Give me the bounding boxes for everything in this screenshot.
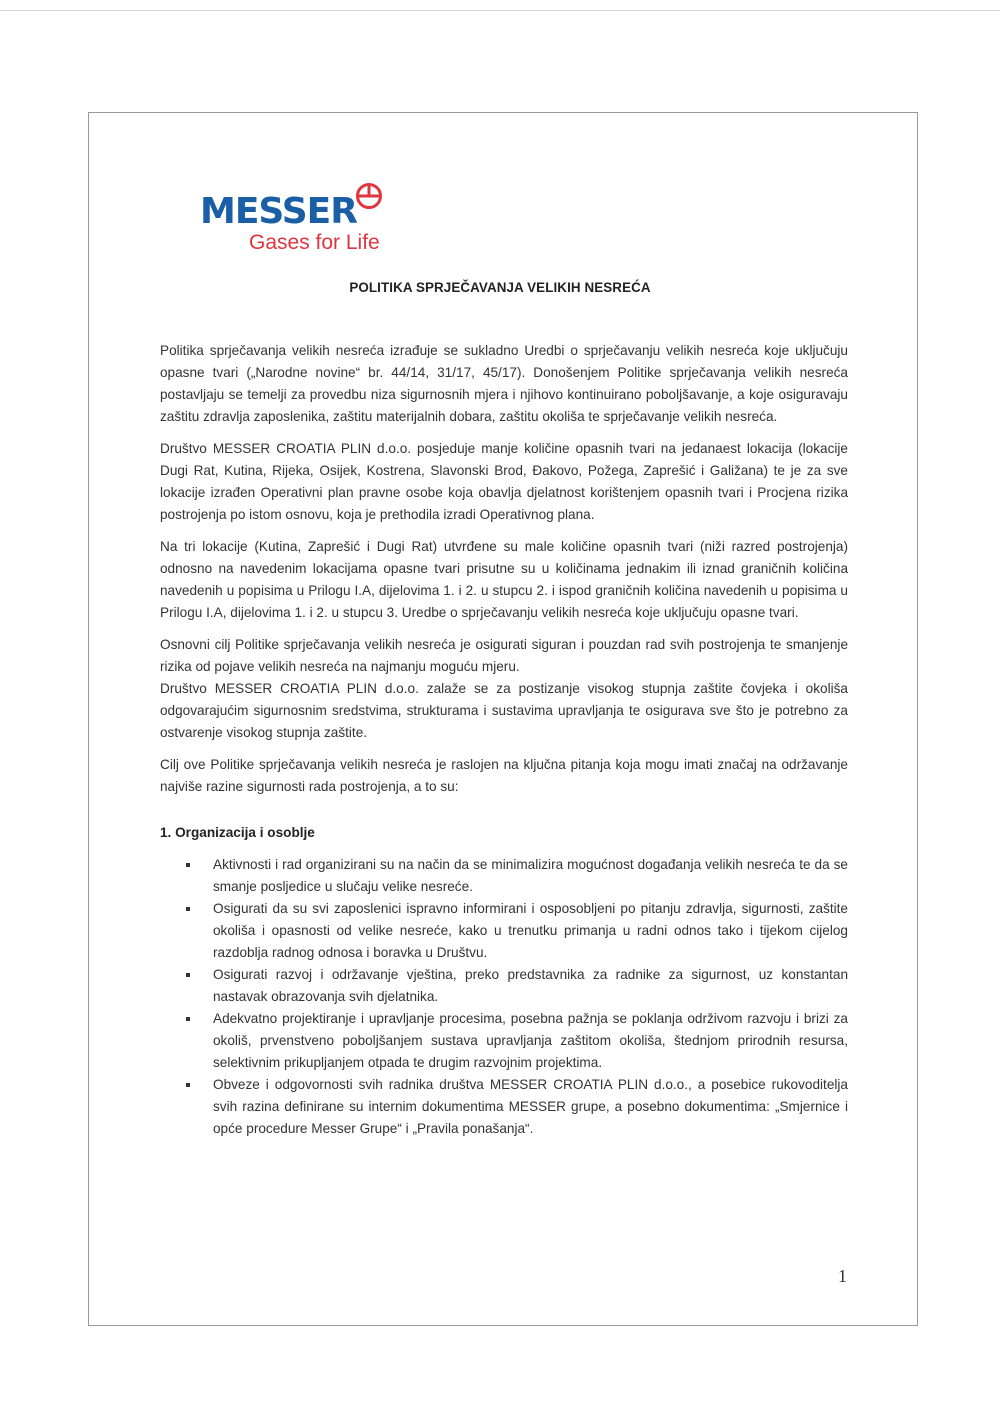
logo-tagline: Gases for Life: [249, 231, 380, 254]
section-heading: 1. Organizacija i osoblje: [160, 825, 315, 840]
document-body: [160, 340, 848, 1140]
section-bullet-list: [160, 854, 848, 1140]
messer-flask-icon: [355, 182, 383, 210]
list-item: Aktivnosti i rad organizirani su na način da se minimalizira mogućnost događanja velikih nesreća te da se smanje posljedice u slučaju velike nesreće.: [213, 854, 848, 898]
main-goal-paragraph: Osnovni cilj Politike sprječavanja velikih nesreća je osigurati siguran i pouzdan rad svih postrojenja te smanjenje rizika od pojave velikih nesreća na najmanju moguću mjeru.: [160, 637, 848, 674]
page-number: 1: [838, 1266, 847, 1286]
messer-logo: [200, 182, 420, 262]
company-commitment-paragraph: Društvo MESSER CROATIA PLIN d.o.o. zalaže se za postizanje visokog stupnja zaštite čovjeka i okoliša odgovarajućim sigurnosnim sredstvima, strukturama i sustavima upravljanja te osigurava sve što je potrebno za ostvarenje visokog stupnja zaštite.: [160, 681, 848, 740]
document-title: POLITIKA SPRJEČAVANJA VELIKIH NESREĆA: [349, 280, 651, 295]
lower-tier-paragraph: Na tri lokacije (Kutina, Zaprešić i Dugi Rat) utvrđene su male količine opasnih tvari (niži razred postrojenja) odnosno na navedenim lokacijama opasne tvari prisutne su u količinama jednakim ili iznad graničnih količina navedenih u popisima u Prilogu I.A, dijelovima 1. i 2. u stupcu 2. i ispod graničnih količina navedenih u popisima u Prilogu I.A, dijelovima 1. i 2. u stupcu 3. Uredbe o sprječavanju velikih nesreća koje uključuju opasne tvari.: [160, 539, 848, 620]
intro-paragraph: Politika sprječavanja velikih nesreća izrađuje se sukladno Uredbi o sprječavanju velikih nesreća koje uključuju opasne tvari („Narodne novine“ br. 44/14, 31/17, 45/17). Donošenjem Politike sprječavanja velikih nesreća postavljaju se temelji za provedbu niza sigurnosnih mjera i njihovo kontinuirano poboljšavanje, a koje osiguravaju zaštitu zdravlja zaposlenika, zaštitu materijalnih dobara, zaštitu okoliša te sprječavanje velikih nesreća.: [160, 343, 848, 424]
locations-paragraph: Društvo MESSER CROATIA PLIN d.o.o. posjeduje manje količine opasnih tvari na jedanaest lokacija (lokacije Dugi Rat, Kutina, Rijeka, Osijek, Kostrena, Slavonski Brod, Đakovo, Požega, Zaprešić i Galižana) te je za sve lokacije izrađen Operativni plan pravne osobe koja obavlja djelatnost korištenjem opasnih tvari i Procjena rizika postrojenja po istom osnovu, koja je prethodila izradi Operativnog plana.: [160, 441, 848, 522]
list-item: Adekvatno projektiranje i upravljanje procesima, posebna pažnja se poklanja održivom razvoju i brizi za okoliš, prvenstveno poboljšanjem sustava upravljanja zaštitom okoliša, štednjom prirodnih resursa, selektivnim prikupljanjem otpada te drugim razvojnim projektima.: [213, 1008, 848, 1074]
scan-edge-line: [0, 10, 1000, 11]
list-item: Osigurati da su svi zaposlenici ispravno informirani i osposobljeni po pitanju zdravlja, sigurnosti, zaštite okoliša i opasnosti od velike nesreće, kako u trenutku primanja u radni odnos tako i tijekom cijelog razdoblja radnog odnosa i boravka u Društvu.: [213, 898, 848, 964]
list-item: Osigurati razvoj i održavanje vještina, preko predstavnika za radnike za sigurnost, uz konstantan nastavak obrazovanja svih djelatnika.: [213, 964, 848, 1008]
list-item: Obveze i odgovornosti svih radnika društva MESSER CROATIA PLIN d.o.o., a posebice rukovoditelja svih razina definirane su internim dokumentima MESSER grupe, a posebno dokumentima: „Smjernice i opće procedure Messer Grupe“ i „Pravila ponašanja“.: [213, 1074, 848, 1140]
logo-wordmark: MESSER: [200, 191, 357, 232]
key-issues-paragraph: Cilj ove Politike sprječavanja velikih nesreća je raslojen na ključna pitanja koja mogu imati značaj na održavanje najviše razine sigurnosti rada postrojenja, a to su:: [160, 757, 848, 794]
